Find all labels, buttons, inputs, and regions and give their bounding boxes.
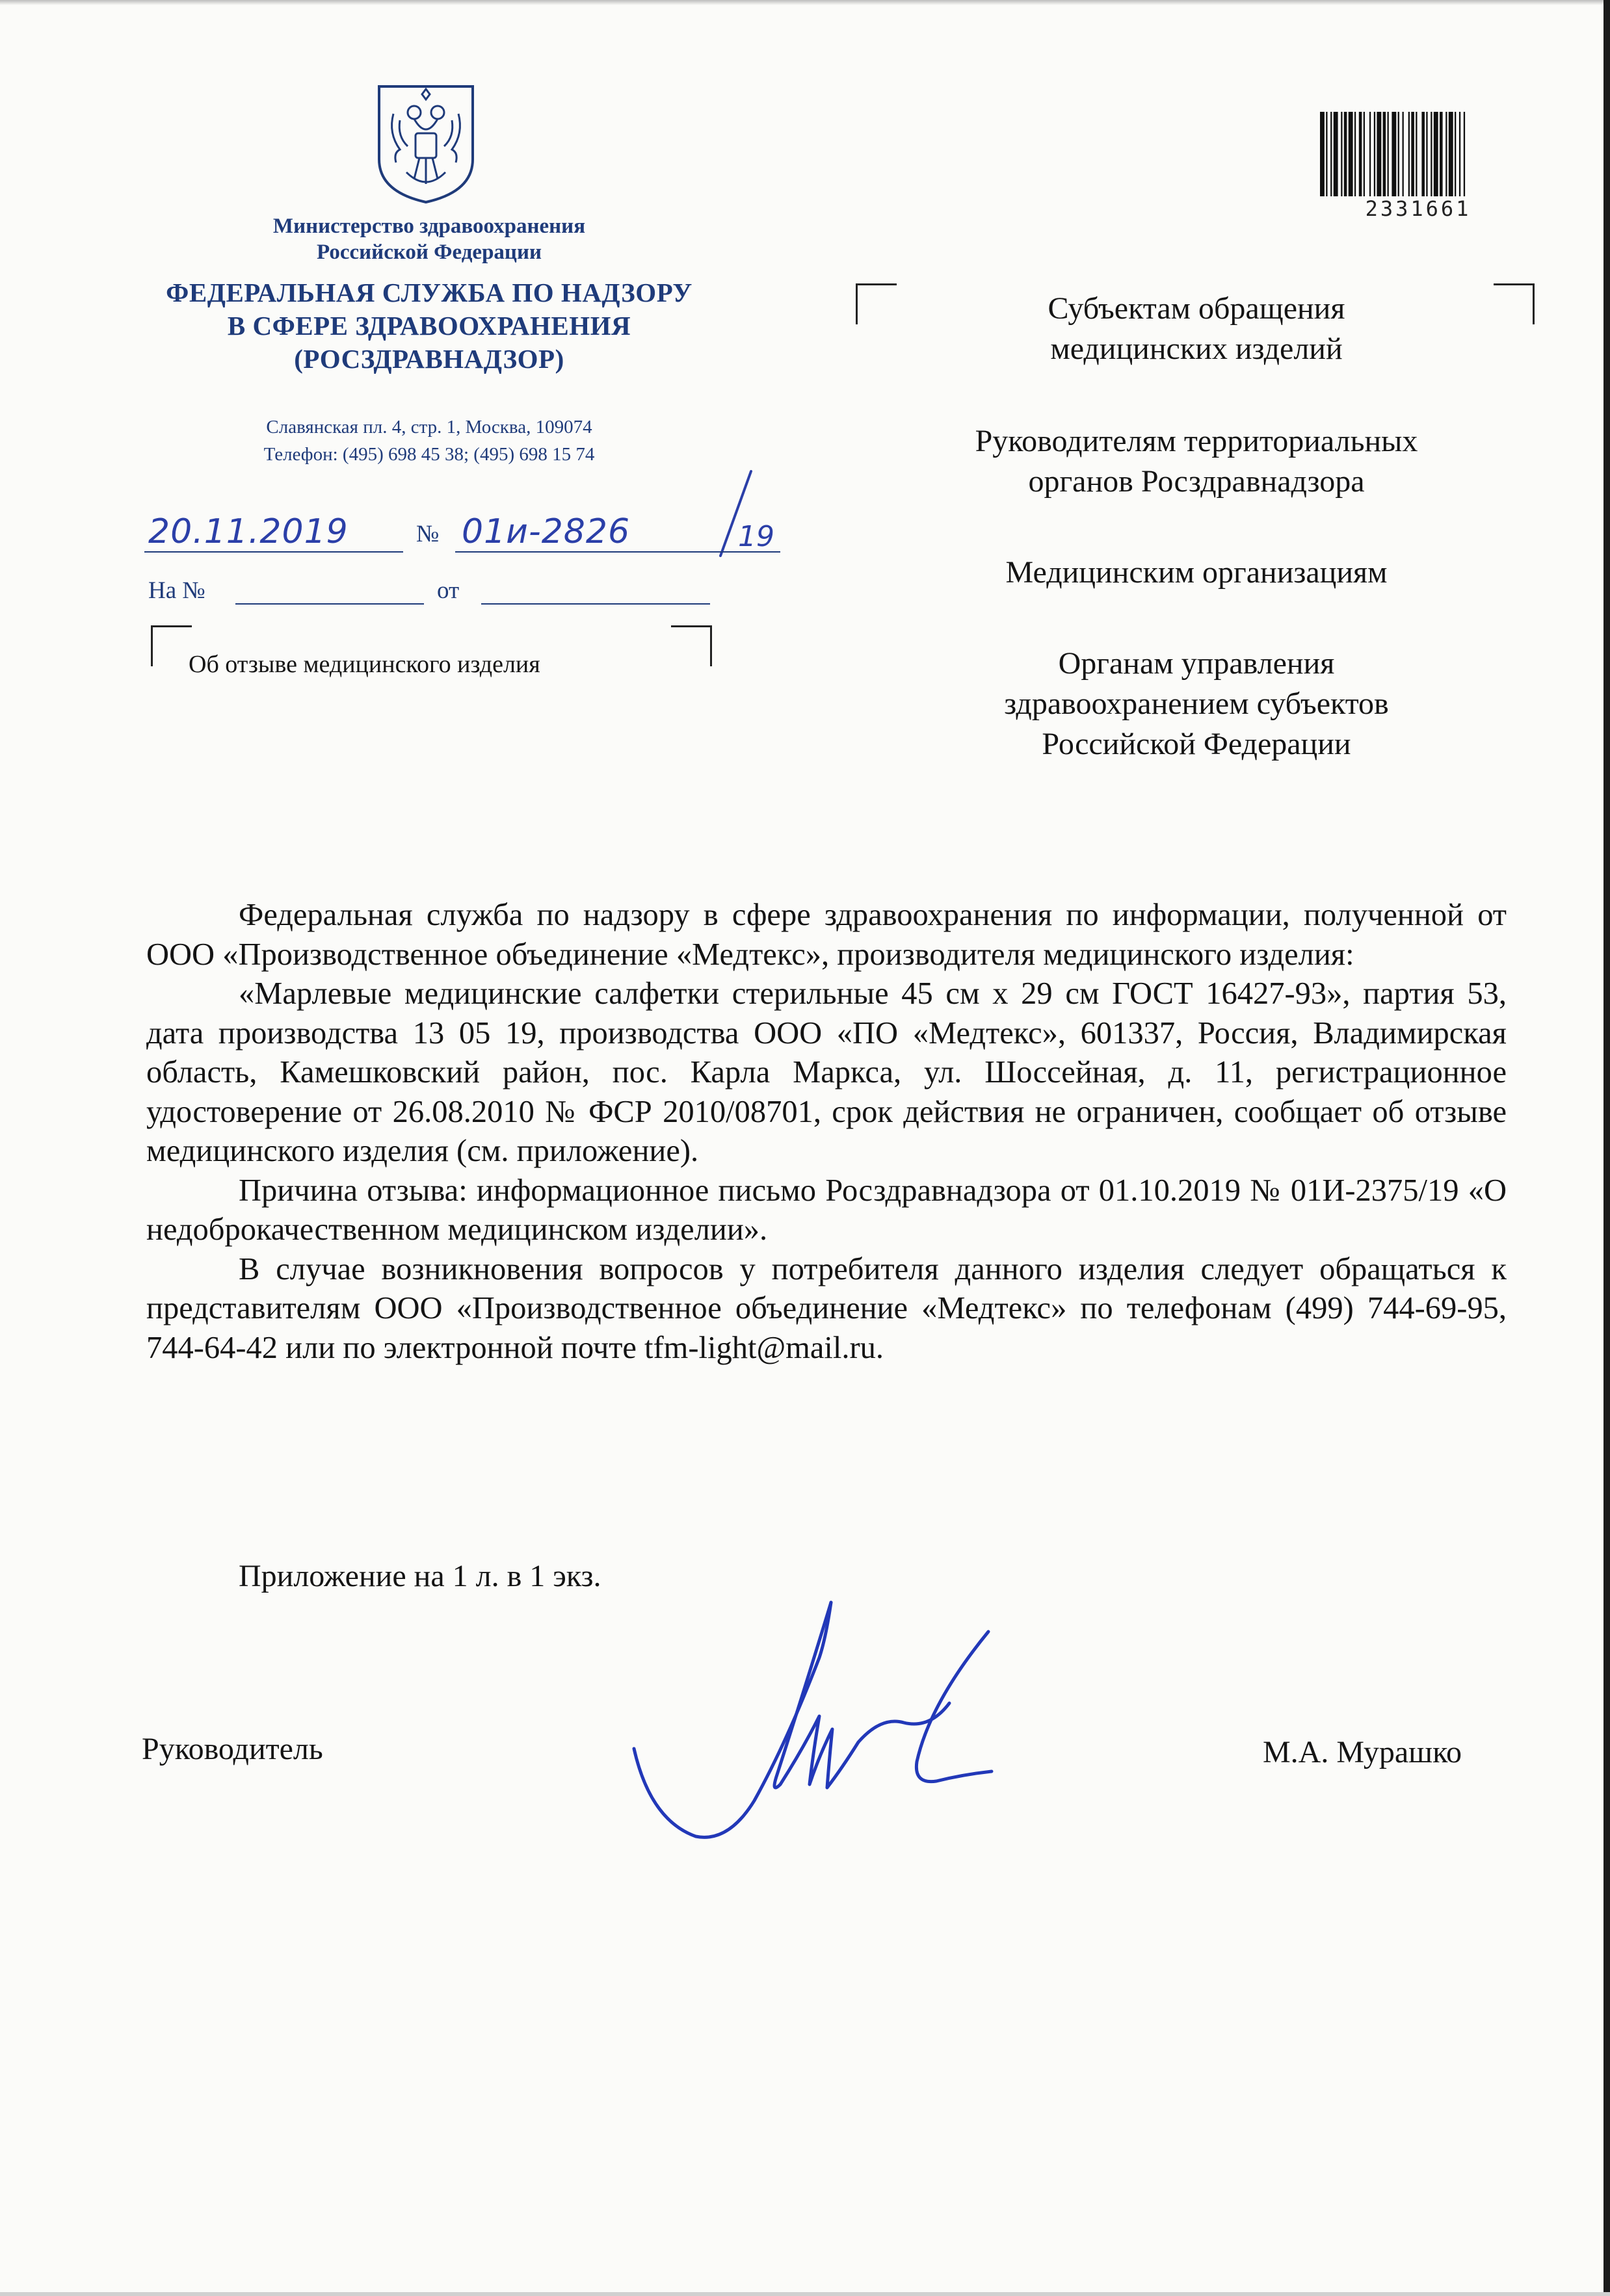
scan-edge-bottom — [0, 2292, 1610, 2296]
registration-date: 20.11.2019 — [148, 512, 349, 551]
barcode-bar — [1359, 112, 1362, 196]
recipient-1-line-2: медицинских изделий — [1050, 332, 1343, 366]
reply-from-label: от — [437, 577, 460, 604]
barcode-bar — [1364, 112, 1365, 196]
letter-body — [146, 896, 1507, 1368]
barcode-bar — [1464, 112, 1465, 196]
letter-subject: Об отзыве медицинского изделия — [189, 651, 540, 678]
service-line-1: ФЕДЕРАЛЬНАЯ СЛУЖБА ПО НАДЗОРУ — [166, 278, 693, 307]
barcode-bar — [1377, 112, 1381, 196]
recipient-2-line-1: Руководителям территориальных — [975, 424, 1418, 458]
service-address — [104, 413, 754, 468]
barcode-bar — [1403, 112, 1404, 196]
recipient-4 — [904, 644, 1489, 764]
barcode-bar — [1459, 112, 1460, 196]
registration-number: 01и-2826 — [462, 512, 631, 551]
address-line: Славянская пл. 4, стр. 1, Москва, 109074 — [266, 417, 592, 437]
body-paragraph-4: В случае возникновения вопросов у потребителя данного изделия следует обращаться к представителям ООО «Производственное объединение «Медтекс» по телефонам (499) 744-69-95, 744-64-42 или по электронной почте tfm-light@mail.ru. — [146, 1251, 1507, 1365]
subject-corner-right — [671, 625, 712, 666]
recipient-1 — [904, 289, 1489, 369]
signer-title: Руководитель — [142, 1732, 323, 1766]
barcode-bar — [1326, 112, 1327, 196]
barcode-bar — [1354, 112, 1356, 196]
barcode-bar — [1416, 112, 1417, 196]
recipient-3-line-1: Медицинским организациям — [1005, 555, 1388, 590]
service-line-3: (РОСЗДРАВНАДЗОР) — [294, 344, 564, 374]
barcode-bar — [1431, 112, 1432, 196]
barcode-bar — [1369, 112, 1371, 196]
recipient-2-line-2: органов Росздравнадзора — [1028, 464, 1365, 499]
barcode-bar — [1344, 112, 1347, 196]
recipient-corner-left — [856, 283, 897, 324]
body-paragraph-3: Причина отзыва: информационное письмо Росздравнадзора от 01.10.2019 № 01И-2375/19 «О недоброкачественном медицинском изделии». — [146, 1173, 1507, 1247]
barcode-bar — [1349, 112, 1353, 196]
service-name — [98, 276, 761, 376]
signer-name: М.А. Мурашко — [1263, 1735, 1462, 1769]
barcode-bar — [1334, 112, 1338, 196]
number-sign: № — [416, 521, 440, 547]
service-line-2: В СФЕРЕ ЗДРАВООХРАНЕНИЯ — [227, 311, 631, 341]
scan-edge-top — [0, 0, 1610, 5]
recipient-4-line-2: здравоохранением субъектов — [1004, 686, 1389, 721]
barcode-number: 2331661 — [1365, 196, 1471, 221]
barcode-bar — [1341, 112, 1342, 196]
phone-line: Телефон: (495) 698 45 38; (495) 698 15 74 — [263, 444, 595, 465]
barcode-bar — [1374, 112, 1375, 196]
reply-number-line — [235, 603, 424, 605]
date-underline — [144, 551, 403, 553]
barcode-bar — [1411, 112, 1414, 196]
reply-from-line — [481, 603, 710, 605]
barcode-bar — [1383, 112, 1386, 196]
barcode-bar — [1330, 112, 1332, 196]
number-underline — [455, 551, 780, 553]
barcode-bar — [1320, 112, 1325, 196]
barcode-bar — [1398, 112, 1399, 196]
barcode-bar — [1388, 112, 1389, 196]
barcode — [1317, 112, 1519, 196]
registration-number-suffix: 19 — [738, 520, 774, 553]
body-paragraph-1: Федеральная служба по надзору в сфере здравоохранения по информации, полученной от ООО «Производственное объединение «Медтекс», производителя медицинского изделия: — [146, 898, 1507, 972]
body-paragraph-2: «Марлевые медицинские салфетки стерильные 45 см х 29 см ГОСТ 16427-93», партия 53, дата производства 13 05 19, производства ООО «ПО «Медтекс», 601337, Россия, Владимирская область, Камешковский район, пос. Карла Маркса, ул. Шоссейная, д. 11, регистрационное удостоверение от 26.08.2010 № ФСР 2010/08701, срок действия не ограничен, сообщает об отзыве медицинского изделия (см. приложение). — [146, 976, 1507, 1168]
ministry-line-2: Российской Федерации — [317, 241, 542, 264]
recipient-4-line-1: Органам управления — [1058, 646, 1335, 681]
attachment-note: Приложение на 1 л. в 1 экз. — [239, 1559, 601, 1593]
coat-of-arms-icon — [374, 81, 478, 205]
barcode-bar — [1440, 112, 1443, 196]
recipient-4-line-3: Российской Федерации — [1042, 727, 1351, 761]
ministry-line-1: Министерство здравоохранения — [272, 215, 586, 238]
barcode-bar — [1392, 112, 1396, 196]
subject-corner-left — [151, 625, 192, 666]
barcode-bar — [1449, 112, 1453, 196]
recipient-corner-right — [1494, 283, 1535, 324]
recipient-2 — [904, 421, 1489, 502]
scan-edge-right — [1603, 0, 1610, 2296]
recipient-3 — [904, 553, 1489, 593]
barcode-bar — [1445, 112, 1447, 196]
barcode-bar — [1434, 112, 1438, 196]
barcode-bar — [1421, 112, 1425, 196]
ministry-name — [104, 213, 754, 265]
barcode-bar — [1408, 112, 1410, 196]
handwritten-signature — [624, 1586, 1027, 1846]
recipient-1-line-1: Субъектам обращения — [1048, 291, 1345, 326]
reply-number-label: На № — [148, 577, 205, 604]
barcode-bar — [1455, 112, 1456, 196]
barcode-bar — [1426, 112, 1427, 196]
